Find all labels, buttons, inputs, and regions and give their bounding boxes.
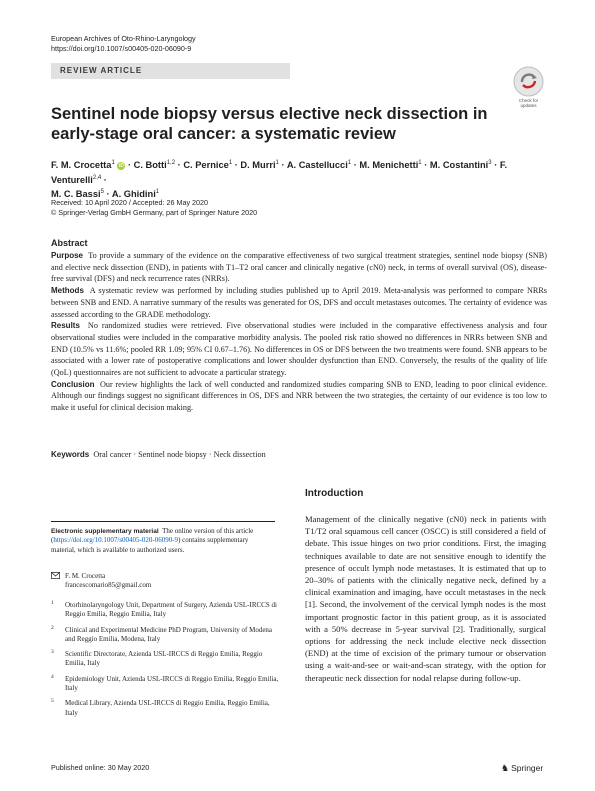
author-name: C. Botti — [133, 160, 167, 171]
author-affiliation-marker: 1,2 — [166, 160, 176, 166]
author-name: M. C. Bassi — [51, 189, 101, 200]
supplementary-note: Electronic supplementary material The online version of this article (https://doi.org/10.1007/s00405-020-06090-9) contains supplementary material, which is available to authorized users. — [51, 527, 254, 554]
journal-doi[interactable]: https://doi.org/10.1007/s00405-020-06090-9 — [51, 43, 192, 53]
author-line: F. M. Crocetta$^1$ iD · C. Botti$^{1,2}$ · C. Pernice$^1$ · D. Murri$^1$ · A. Castellucci$^1$ · M. Menichetti$^1$ · M. Costantini$^3$ · F. Venturelli$^{2,4}$ · — [51, 160, 508, 185]
author-affiliation-marker: 3 — [488, 160, 492, 166]
envelope-icon — [51, 572, 60, 582]
journal-name: European Archives of Oto-Rhino-Laryngology — [51, 34, 196, 43]
publisher-logo: ♞ Springer — [501, 763, 544, 773]
affiliation-item: 5 Medical Library, Azienda USL-IRCCS di Reggio Emilia, Reggio Emilia, Italy — [51, 698, 270, 717]
footnote-divider — [51, 521, 275, 522]
article-type-label: REVIEW ARTICLE — [60, 66, 143, 75]
introduction-body: Management of the clinically negative (cN0) neck in patients with T1/T2 oral squamous cell cancer (OSCC) is still considered a field of debate. This issue hinges on two prior conditions. First, the imaging techniques available to date are not sensitive enough to identify the presence of occult lymph node metastases. It is estimated that up to 20–30% of patients with the clinically negative neck, defined by a clinical examination and imaging, have occult metastases in the neck [1]. Second, the involvement of the cervical lymph nodes is the most important prognostic factor in this patient group, as it is associated with a 50% decrease in 5-year survival [2]. Traditionally, surgical options for addressing the neck include elective neck dissection (END) at the time of excision of the primary tumour or observation using a wait-and-see or wait-and-scan strategy, with the option for therapeutic neck dissection for nodal relapse during follow-up. — [305, 514, 546, 683]
author-affiliation-marker: 1 — [228, 160, 233, 166]
abstract-heading: Abstract — [51, 238, 88, 248]
author-name: A. Ghidini — [111, 189, 156, 200]
affiliations — [51, 601, 281, 724]
copyright: © Springer-Verlag GmbH Germany, part of Springer Nature 2020 — [51, 207, 258, 217]
article-title: Sentinel node biopsy versus elective neck dissection in early-stage oral cancer: a systematic review — [51, 105, 488, 143]
published-online: Published online: 30 May 2020 — [51, 763, 150, 772]
abstract-body — [51, 250, 547, 414]
abstract-purpose: Purpose To provide a summary of the evidence on the comparative effectiveness of two surgical treatment strategies, sentinel node biopsy (SNB) and elective neck dissection (END), in patients with T1–T2 oral cancer and clinically negative (cN0) neck, in terms of overall survival (OS), disease-free survival (DFS) and neck recurrence rates (NRRs). — [51, 251, 547, 284]
article-type-band — [51, 63, 290, 79]
author-line: M. C. Bassi$^5$ · A. Ghidini$^1$ — [51, 189, 160, 200]
author-name: F. M. Crocetta — [51, 160, 112, 171]
author-affiliation-marker: 1 — [418, 160, 422, 166]
esm-link[interactable]: https://doi.org/10.1007/s00405-020-06090-9 — [53, 536, 179, 545]
affiliation-item: 2 Clinical and Experimental Medicine PhD Program, University of Modena and Reggio Emilia, Modena, Italy — [51, 624, 273, 643]
abstract-results: Results No randomized studies were retrieved. Five observational studies were included in the comparative effectiveness analysis and four observational studies were included in the comparative morbidity analysis. The pooled risk ratio showed no differences in NRRs between SNB and END (10.5% vs 11.6%; pooled RR 1.09; 95% CI 0.67–1.76). No differences in OS or DFS between the two treatments were found. SNB appears to be associated with a lower rate of postoperative complications and lower shoulder dysfunction than END. Conversely, the results of the quality of life (QoL) questionnaires are not sufficient to advocate a particular strategy. — [51, 321, 548, 378]
affiliation-item: 1 Otorhinolaryngology Unit, Department of Surgery, Azienda USL-IRCCS di Reggio Emilia, Reggio Emilia, Italy — [51, 600, 277, 619]
keywords-text: Oral cancer · Sentinel node biopsy · Neck dissection — [93, 450, 266, 459]
author-affiliation-marker: 5 — [100, 189, 104, 196]
correspondence-email[interactable]: francescomario85@gmail.com — [65, 581, 152, 590]
author-affiliation-marker: 1 — [347, 160, 352, 166]
abstract-conclusion: Conclusion Our review highlights the lack of well conducted and randomized studies comparing SNB to END, leading to poor clinical evidence. Although our findings suggest no significant differences in OS, DFS and NRR between the two strategies, the certainty of our evidence is too low to make it useful for clinical decision making. — [51, 379, 547, 413]
author-name: D. Murri — [240, 160, 276, 171]
esm-label: Electronic supplementary material — [51, 528, 159, 535]
article-dates — [51, 198, 257, 217]
orcid-icon[interactable]: iD — [118, 163, 124, 170]
author-name: M. Menichetti — [359, 160, 419, 171]
keywords — [51, 450, 266, 459]
author-name: C. Pernice — [183, 160, 229, 171]
keywords-label: Keywords — [51, 450, 90, 459]
correspondence-name: F. M. Crocetta — [65, 572, 106, 580]
received-accepted: Received: 10 April 2020 / Accepted: 26 May 2020 — [51, 198, 209, 207]
author-name: M. Costantini — [429, 160, 489, 171]
author-affiliation-marker: 2,4 — [92, 174, 102, 181]
author-affiliation-marker: 1 — [155, 189, 160, 196]
author-name: A. Castellucci — [286, 160, 348, 171]
author-affiliation-marker: 1 — [111, 160, 115, 166]
check-for-updates-icon[interactable] — [513, 66, 544, 97]
check-for-updates-label: Check for updates — [518, 98, 539, 108]
author-affiliation-marker: 1 — [275, 160, 279, 166]
affiliation-item: 4 Epidemiology Unit, Azienda USL-IRCCS di Reggio Emilia, Reggio Emilia, Italy — [51, 673, 279, 693]
springer-horse-icon: ♞ — [501, 763, 510, 773]
author-name: F. Venturelli — [51, 160, 508, 185]
author-list — [51, 157, 551, 201]
abstract-methods: Methods A systematic review was performed by including studies published up to April 2019. Meta-analysis was performed to compare NRRs between SNB and END. A narrative summary of the results was generated for OS, DFS and occult metastases outcomes. The certainty of evidence was assessed according to the GRADE methodology. — [51, 286, 547, 319]
introduction-heading: Introduction — [305, 488, 364, 499]
journal-header — [51, 34, 196, 53]
affiliation-item: 3 Scientific Directorate, Azienda USL-IRCCS di Reggio Emilia, Reggio Emilia, Italy — [51, 649, 263, 668]
